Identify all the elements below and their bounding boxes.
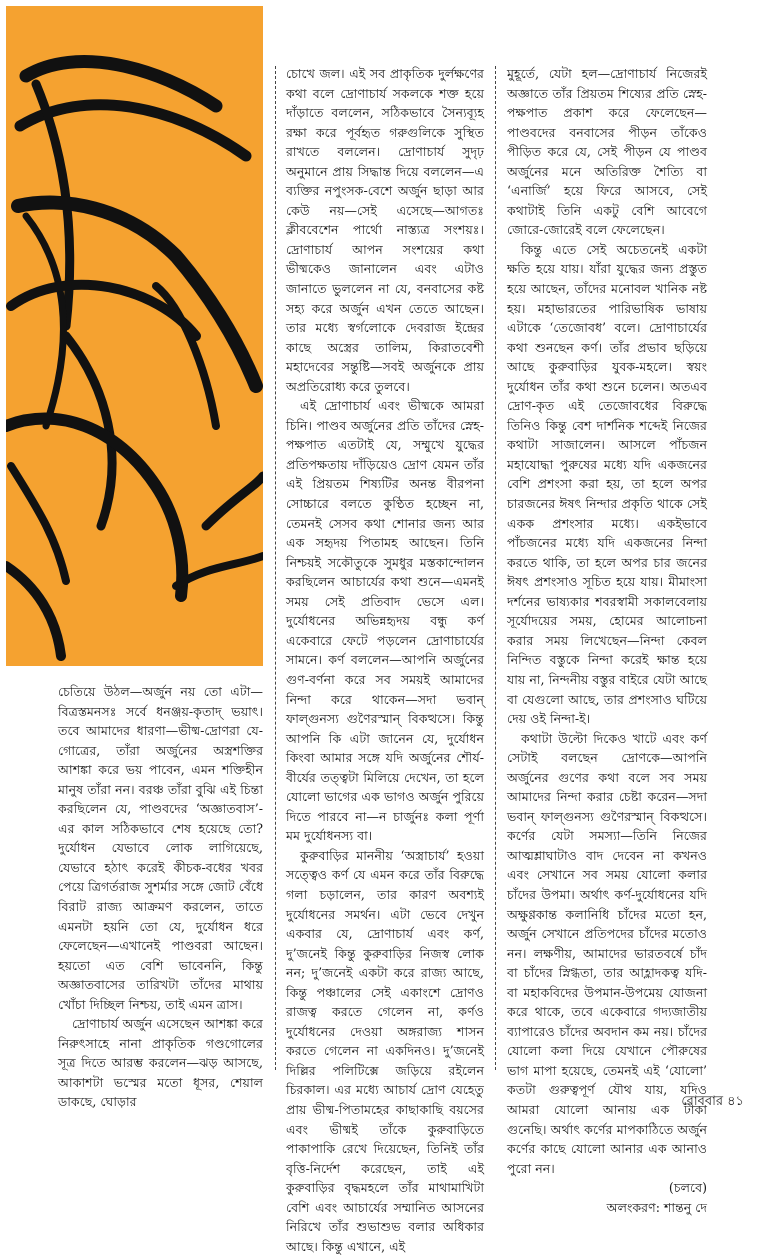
paragraph: এই দ্রোণাচার্য এবং ভীষ্মকে আমরা চিনি। পাণ্ডব অর্জুনের প্রতি তাঁদের স্নেহ-পক্ষপাত এতটাই যে, সম্মুখে যুদ্ধের প্রতিপক্ষতায় দাঁড়িয়েও দ্রোণ যেমন তাঁর এই প্রিয়তম শিষ্যটির অনন্ত বীরপনা সোচ্চারে বলতে কুণ্ঠিত হচ্ছেন না, তেমনই সেসব কথা শোনার জন্য আর এক সহৃদয় পিতামহ আছেন। তিনি নিশ্চয়ই সকৌতুকে সুমধুর মস্তকান্দোলন করছিলেন আচার্যের কথা শুনে—এমনই সময় সেই প্রতিবাদ ভেসে এল। দুর্যোধনের অভিন্নহৃদয় বন্ধু কর্ণ একেবারে ফেটে পড়লেন দ্রোণাচার্যের সামনে। কর্ণ বললেন—আপনি অর্জুনের গুণ-বর্ণনা করে সব সময়ই আমাদের নিন্দা করে থাকেন—সদা ভবান্ ফাল্গুনস্য গুণৈরস্মান্ বিকত্থসে। কিন্তু আপনি কি এটা জানেন যে, দুর্যোধন কিংবা আমার সঙ্গে যদি অর্জুনের শৌর্য-বীর্যের তত্ত্বটা মিলিয়ে দেখেন, তা হলে যোলো ভাগের এক ভাগও অর্জুন পুরিয়ে দিতে পারবে না—ন চার্জুনঃ কলা পূর্ণা মম দুর্যোধনস্য বা। [286, 398, 484, 844]
column-divider [495, 66, 496, 1070]
page-footer: রোববার ৪১ [681, 1094, 744, 1109]
paragraph: কিন্তু এতে সেই অচেতনেই একটা ক্ষতি হয়ে যায়। যাঁরা যুদ্ধের জন্য প্রস্তুত হয়ে আছেন, তাঁদের মনোবল খানিক নষ্ট হয়। মহাভারতের পারিভাষিক ভাষায় এটাকে ‘তেজোবধ’ বলে। দ্রোণাচার্যের কথা শুনছেন কর্ণ। তাঁর প্রভাব ছড়িয়ে আছে কুরুবাড়ির যুবক-মহলে। স্বয়ং দুর্যোধন তাঁর কথা শুনে চলেন। অতএব দ্রোণ-কৃত এই তেজোবধের বিরুদ্ধে তিনিও কিন্তু বেশ দার্শনিক শব্দেই নিজের কথাটা সাজালেন। আসলে পাঁচজন মহাযোদ্ধা পুরুষের মধ্যে যদি একজনের বেশি প্রশংসা করা হয়, তা হলে অপর চারজনের ঈষৎ নিন্দার প্রকৃতি থাকে সেই একক প্রশংসার মধ্যে। একইভাবে পাঁচজনের মধ্যে যদি একজনের নিন্দা করতে থাকি, তা হলে অপর চার জনের ঈষৎ প্রশংসাও সূচিত হয়ে যায়। মীমাংসা দর্শনের ভাষ্যকার শবরস্বামী সকালবেলায় সূর্যোদয়ের সময়, হোমের আলোচনা করার সময় লিখেছেন—নিন্দা কেবল নিন্দিত বস্তুকে নিন্দা করেই ক্ষান্ত হয়ে যায় না, নিন্দনীয় বস্তুর বাইরে যেটা আছে বা যেগুলো আছে, তার প্রশংসাও ঘটিয়ে দেয় ওই নিন্দা-ই। [507, 241, 707, 727]
article-column-3 [507, 64, 707, 1217]
leaf-brush-icon [6, 6, 263, 666]
column-divider [275, 66, 276, 1070]
continued-note: (চলবে) [668, 1180, 707, 1196]
illustration-credit: অলংকরণ: শান্তনু দে [606, 1199, 707, 1215]
article-column-2 [286, 64, 484, 1256]
paragraph: কথাটা উল্টো দিকেও খাটে এবং কর্ণ সেটাই বলছেন দ্রোণকে—আপনি অর্জুনের গুণের কথা বলে সব সময় আমাদের নিন্দা করার চেষ্টা করেন—সদা ভবান্ ফাল্গুনস্য গুণৈরস্মান্ বিকত্থসে। কর্ণের যেটা সমস্যা—তিনি নিজের আত্মশ্লাঘাটাও বাদ দেবেন না কখনও এবং সেখানে সব সময় যোলো কলার চাঁদের উপমা। অর্থাৎ কর্ণ-দুর্যোধনের যদি অক্ষুণ্ণকান্ত কলানিধি চাঁদের মতো হন, অর্জুন সেখানে প্রতিপদের চাঁদের মতোও নন। লক্ষণীয়, আমাদের ভারতবর্ষে চাঁদ বা চাঁদের স্নিগ্ধতা, তার আহ্লাদকত্ব যদি-বা মহাকবিদের উপমান-উপমেয় যোজনা করে থাকে, তবে একেবারে গদ্যজাতীয় ব্যাপারেও চাঁদের অবদান কম নয়। চাঁদের যোলো কলা দিয়ে যেখানে পৌরুষের ভাগ মাপা হয়েছে, তেমনই এই ‘যোলো’ কতটা গুরুত্বপূর্ণ যৌথ যায়, যদিও আমরা যোলো আনায় এক টাকা গুনেছি। অর্থাৎ কর্ণের মাপকাঠিতে অর্জুন কর্ণের কাছে যোলো আনার এক আনাও পুরো নন। [507, 730, 707, 1176]
paragraph: কুরুবাড়ির মাননীয় ‘অস্ত্রাচার্য’ হওয়া সত্ত্বেও কর্ণ যে এমন করে তাঁর বিরুদ্ধে গলা চড়ালেন, তার কারণ অবশ্যই দুর্যোধনের সমর্থন। এটা ভেবে দেখুন একবার যে, দ্রোণাচার্য এবং কর্ণ, দু’জনেই কিন্তু কুরুবাড়ির নিজস্ব লোক নন; দু’জনেই একটা করে রাজ্য আছে, কিন্তু পঞ্চালের সেই একাংশে দ্রোণও রাজত্ব করতে গেলেন না, কর্ণও দুর্যোধনের দেওয়া অঙ্গরাজ্য শাসন করতে গেলেন না একদিনও। দু’জনেই দিল্লির পলিটিক্সে জড়িয়ে রইলেন চিরকাল। এর মধ্যে আচার্য দ্রোণ যেহেতু প্রায় ভীষ্ম-পিতামহের কাছাকাছি বয়সের এবং ভীষ্মই তাঁকে কুরুবাড়িতে পাকাপাকি রেখে দিয়েছেন, তিনিই তাঁর বৃত্তি-নির্দেশ করেছেন, তাই এই কুরুবাড়ির বৃদ্ধমহলে তাঁর মাথামাখিটা বেশি এবং আচার্যের সম্মানিত আসনের নিরিখে তাঁর শুভাশুভ বলার অধিকার আছে। কিন্তু এখানে, এই [286, 847, 484, 1254]
paragraph: দ্রোণাচার্য অর্জুন এসেছেন আশঙ্কা করে নিরুৎসাহে নানা প্রাকৃতিক গণ্ডগোলের সূত্র দিতে আরম্ভ করলেন—ঝড় আসছে, আকাশটা ভস্মের মতো ধূসর, শেয়াল ডাকছে, ঘোড়ার [58, 1016, 263, 1110]
paragraph: মুহূর্তে, যেটা হল—দ্রোণাচার্য নিজেরই অজ্ঞাতে তাঁর প্রিয়তম শিষ্যের প্রতি স্নেহ-পক্ষপাত প্রকাশ করে ফেলেছেন—পাণ্ডবদের বনবাসের পীড়ন তাঁকেও পীড়িত করে যে, সেই পীড়ন যে পাণ্ডব অর্জুনের মনে অতিরিক্ত শৈত্যি বা ‘এনার্জি’ হয়ে ফিরে আসবে, সেই কথাটাই তিনি একটু বেশি আবেগে জোরে-জোরেই বলে ফেলেছেন। [507, 66, 707, 238]
illustration-panel [6, 6, 263, 666]
paragraph: চেতিয়ে উঠল—অর্জুন নয় তো এটা—বিত্রস্তমনসঃ সর্বে ধনঞ্জয়-কৃতাদ্ ভয়াৎ। তবে আমাদের ধারণা—ভীষ্ম-দ্রোণরা যে-গোত্রের, তাঁরা অর্জুনের অস্ত্রশক্তির আশঙ্কা করে ভয় পাবেন, এমন শক্তিহীন মানুষ তাঁরা নন। বরঞ্চ তাঁরা বুঝি এই চিন্তা করছিলেন যে, পাণ্ডবদের ‘অজ্ঞাতবাস’-এর কাল সঠিকভাবে শেষ হয়েছে তো? দুর্যোধন যেভাবে লোক লাগিয়েছে, যেভাবে হঠাৎ করেই কীচক-বধের খবর পেয়ে ত্রিগর্তরাজ সুশর্মার সঙ্গে জোট বেঁধে বিরাট রাজ্য আক্রমণ করলেন, তাতে এমনটা হয়নি তো যে, দুর্যোধন ধরে ফেলেছেন—এখানেই পাণ্ডবরা আছেন। হয়তো এত বেশি ভাবেননি, কিন্তু অজ্ঞাতবাসের তারিখটা তাঁদের মাথায় খোঁচা দিচ্ছিল নিশ্চয়, তাই এমন ত্রাস। [58, 684, 263, 1012]
article-column-1 [58, 682, 263, 1112]
paragraph: চোখে জল। এই সব প্রাকৃতিক দুর্লক্ষণের কথা বলে দ্রোণাচার্য সকলকে শক্ত হয়ে দাঁড়াতে বললেন, সঠিকভাবে সৈন্যব্যূহ রক্ষা করে পূর্বহৃত গরুগুলিকে সুস্থিত রাখতে বললেন। দ্রোণাচার্য সুদৃঢ় অনুমানে প্রায় সিদ্ধান্ত দিয়ে বললেন—এ ব্যক্তির নপুংসক-বেশে অর্জুন ছাড়া আর কেউ নয়—সেই এসেছে—আগতঃ ক্লীববেশেন পার্থো নাস্ত্যত্র সংশয়ঃ। দ্রোণাচার্য আপন সংশয়ের কথা ভীষ্মকেও জানালেন এবং এটাও জানাতে ভুললেন না যে, বনবাসের কষ্ট সহ্য করে অর্জুন এখন তেতে আছেন। তার মধ্যে স্বর্গলোকে দেবরাজ ইন্দ্রের কাছে অস্ত্রের তালিম, কিরাতবেশী মহাদেবের সন্তুষ্টি—সবই অর্জুনকে প্রায় অপ্রতিরোধ্য করে তুলবে। [286, 66, 484, 394]
